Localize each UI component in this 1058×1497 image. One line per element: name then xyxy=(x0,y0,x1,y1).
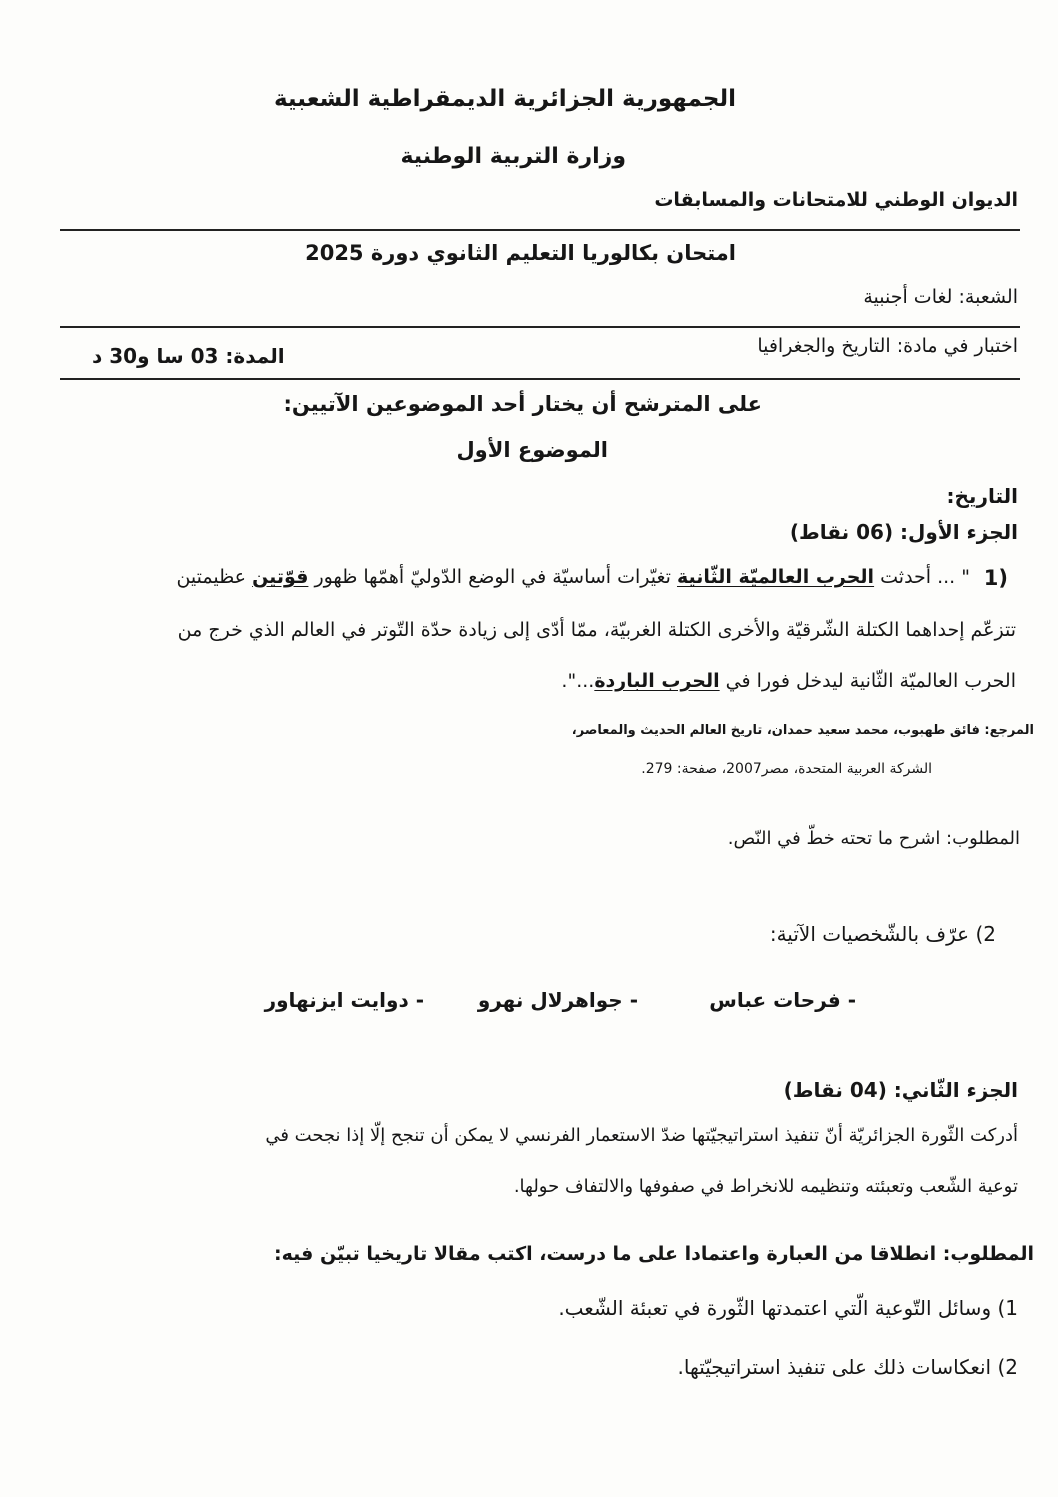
person-eisenhower: - دوايت ايزنهاور xyxy=(264,988,424,1012)
part1-task: المطلوب: اشرح ما تحته خطّ في النّص. xyxy=(727,828,1020,849)
part1-heading: الجزء الأول: (06 نقاط) xyxy=(789,520,1018,544)
quote-line-1 xyxy=(176,566,970,588)
part2-text-line-2: توعية الشّعب وتعبئته وتنظيمه للانخراط في صفوفها والالتفاف حولها. xyxy=(513,1176,1018,1197)
exam-stream: الشعبة: لغات أجنبية xyxy=(863,286,1018,308)
exam-office: الديوان الوطني للامتحانات والمسابقات xyxy=(654,189,1018,211)
question-2: 2) عرّف بالشّخصيات الآتية: xyxy=(769,922,996,946)
republic-title: الجمهورية الجزائرية الديمقراطية الشعبية xyxy=(273,86,736,112)
subject-divider-bottom xyxy=(60,378,1020,380)
exam-title: امتحان بكالوريا التعليم الثانوي دورة 2025 xyxy=(305,241,736,265)
quote-line-1-mid: تغيّرات أساسيّة في الوضع الدّوليّ أهمّها ظهور xyxy=(308,566,677,588)
person-nehru: - جواهرلال نهرو xyxy=(477,988,638,1012)
part2-heading: الجزء الثّاني: (04 نقاط) xyxy=(783,1078,1018,1102)
exam-duration: المدة: 03 سا و30 د xyxy=(92,344,285,368)
underlined-cold-war: الحرب الباردة xyxy=(594,670,720,692)
question-1-number: 1) xyxy=(983,566,1008,590)
header-divider xyxy=(60,229,1020,231)
part2-item-2: 2) انعكاسات ذلك على تنفيذ استراتيجيّتها. xyxy=(677,1355,1018,1379)
part2-item-1: 1) وسائل التّوعية الّتي اعتمدتها الثّورة في تعبئة الشّعب. xyxy=(558,1296,1018,1320)
ministry-title: وزارة التربية الوطنية xyxy=(400,144,626,169)
subject-divider-top xyxy=(60,326,1020,328)
topic-title: الموضوع الأول xyxy=(456,438,608,462)
quote-line-3-start: الحرب العالميّة الثّانية ليدخل فورا في xyxy=(719,670,1016,692)
quote-line-1-end: عظيمتين xyxy=(176,566,253,588)
underlined-two-powers: قوّتين xyxy=(252,566,309,588)
reference-line-2: الشركة العربية المتحدة، مصر2007، صفحة: 279. xyxy=(641,761,932,777)
choose-instruction: على المترشح أن يختار أحد الموضوعين الآتيين: xyxy=(283,392,762,416)
part2-task: المطلوب: انطلاقا من العبارة واعتمادا على ما درست، اكتب مقالا تاريخيا تبيّن فيه: xyxy=(274,1243,1034,1265)
person-ferhat-abbas: - فرحات عباس xyxy=(709,988,856,1012)
reference-line-1: المرجع: فائق طهبوب، محمد سعيد حمدان، تاريخ العالم الحديث والمعاصر، xyxy=(571,723,1034,738)
quote-line-3-end: ...". xyxy=(561,670,595,692)
quote-line-2: تتزعّم إحداهما الكتلة الشّرقيّة والأخرى الكتلة الغربيّة، ممّا أدّى إلى زيادة حدّة التّوتر في العالم الذي خرج من xyxy=(177,619,1016,641)
underlined-world-war-2: الحرب العالميّة الثّانية xyxy=(676,566,875,588)
history-heading: التاريخ: xyxy=(946,484,1018,508)
exam-subject: اختبار في مادة: التاريخ والجغرافيا xyxy=(757,335,1018,357)
part2-text-line-1: أدركت الثّورة الجزائريّة أنّ تنفيذ استراتيجيّتها ضدّ الاستعمار الفرنسي لا يمكن أن تنجح إلّا إذا نجحت في xyxy=(265,1125,1018,1146)
quote-line-1-start: " ... أحدثت xyxy=(874,566,970,588)
quote-line-3 xyxy=(561,670,1016,692)
